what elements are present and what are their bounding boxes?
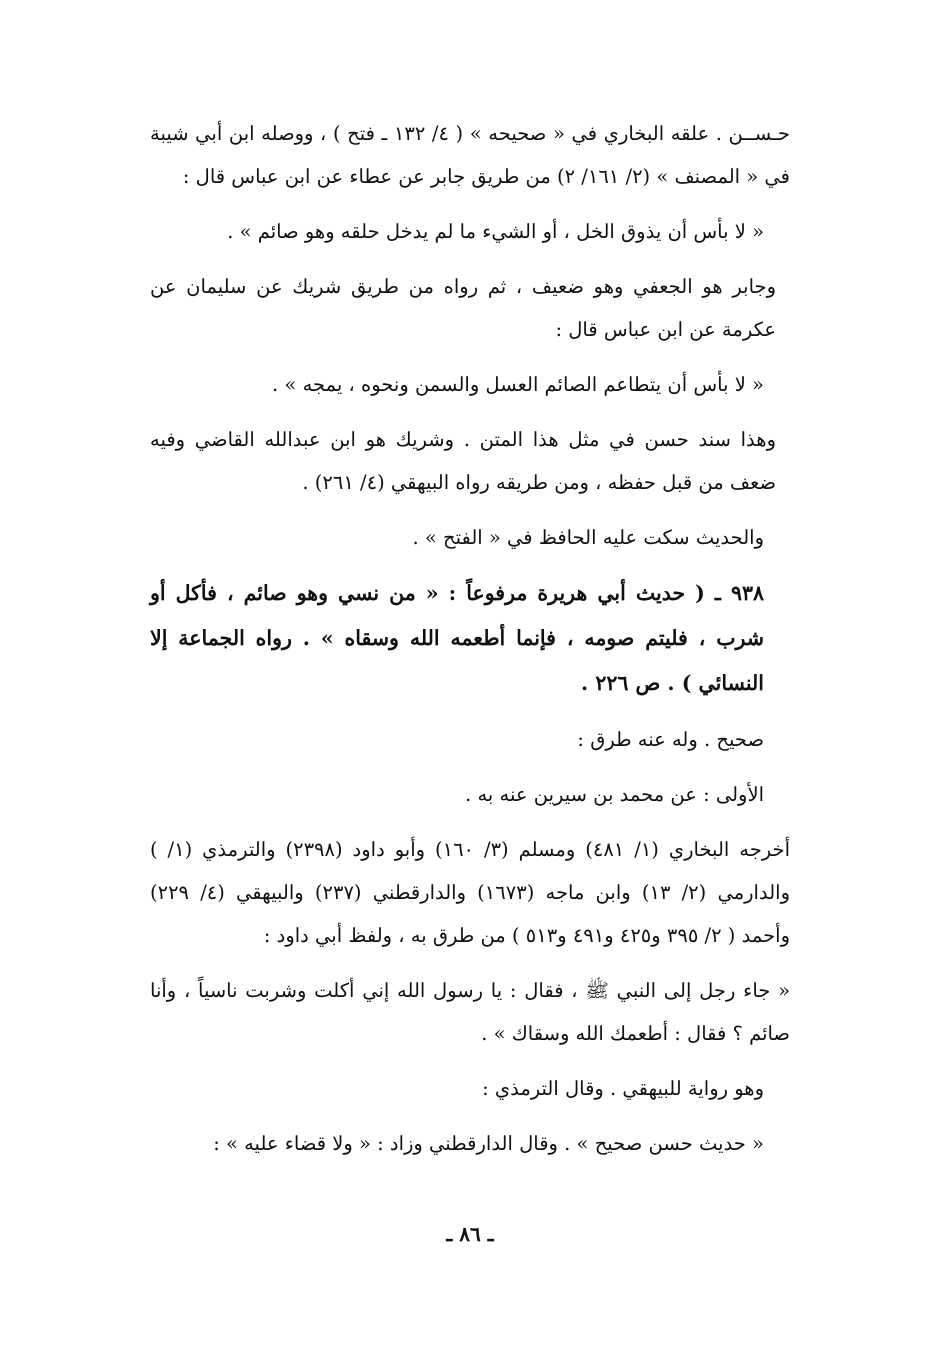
paragraph-jabir-jufi: وجابر هو الجعفي وهو ضعيف ، ثم رواه من طريق شريك عن سليمان عن عكرمة عن ابن عباس قال : <box>150 275 776 341</box>
paragraph-sahih-routes: صحيح . وله عنه طرق : <box>577 728 764 751</box>
quote-taste-vinegar: « لا بأس أن يذوق الخل ، أو الشيء ما لم يدخل حلقه وهو صائم » . <box>227 220 764 243</box>
paragraph-first-route: الأولى : عن محمد بن سيرين عنه به . <box>465 783 764 806</box>
paragraph-hasan-bukhari: حـســن . علقه البخاري في « صحيحه » ( ٤/ ١٣٢ ـ فتح ) ، ووصله ابن أبي شيبة في « المصنف » (٢/ ١٦١/ ٢) من طريق جابر عن عطاء عن ابن عباس قال : <box>150 122 790 188</box>
paragraph-sharik-isnad: وهذا سند حسن في مثل هذا المتن . وشريك هو ابن عبدالله القاضي وفيه ضعف من قبل حفظه ، ومن طريقه رواه البيهقي (٤/ ٢٦١) . <box>150 428 776 494</box>
paragraph-hafiz-silent: والحديث سكت عليه الحافظ في « الفتح » . <box>412 526 764 549</box>
paragraph-takhrij: أخرجه البخاري (١/ ٤٨١) ومسلم (٣/ ١٦٠) وأبو داود (٢٣٩٨) والترمذي (١/ ) والدارمي (٢/ ١٣) وابن ماجه (١٦٧٣) والدارقطني (٢٣٧) والبيهقي (٤/ ٢٢٩) وأحمد ( ٢/ ٣٩٥ و٤٢٥ و٤٩١ و٥١٣ ) من طرق به ، ولفظ أبي داود : <box>150 838 790 947</box>
page-body <box>150 112 790 1177</box>
quote-abu-dawud: « جاء رجل إلى النبي ﷺ ، فقال : يا رسول الله إني أكلت وشربت ناسياً ، وأنا صائم ؟ فقال : أطعمك الله وسقاك » . <box>150 979 790 1045</box>
paragraph-tirmidhi-says: وهو رواية للبيهقي . وقال الترمذي : <box>482 1077 764 1100</box>
quote-daraqutni: « حديث حسن صحيح » . وقال الدارقطني وزاد : « ولا قضاء عليه » : <box>213 1132 764 1155</box>
quote-taste-honey: « لا بأس أن يتطاعم الصائم العسل والسمن ونحوه ، يمجه » . <box>272 373 764 396</box>
hadith-938-heading: ٩٣٨ ـ ( حديث أبي هريرة مرفوعاً : « من نسي وهو صائم ، فأكل أو شرب ، فليتم صومه ، فإنما أطعمه الله وسقاه » . رواه الجماعة إلا النسائي ) . ص ٢٢٦ . <box>150 581 764 695</box>
page-number: ـ ٨٦ ـ <box>446 1222 494 1246</box>
